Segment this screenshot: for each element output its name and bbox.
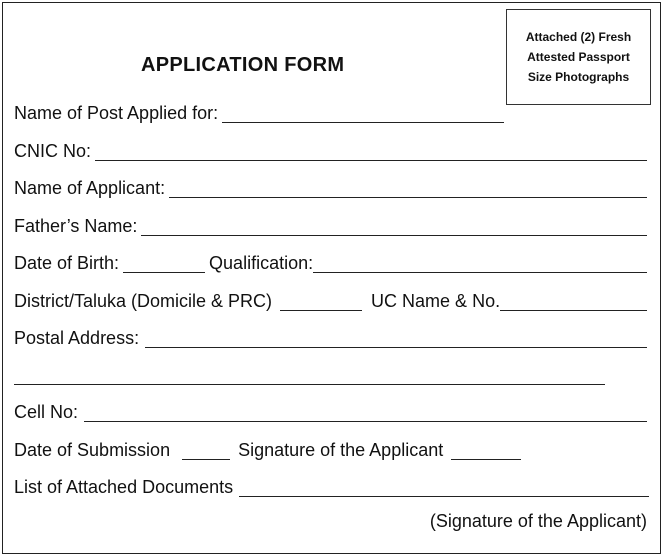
district-field[interactable] [280,293,362,311]
applicant-row [14,174,647,198]
form-title: APPLICATION FORM [141,54,345,76]
postal-field-line-2[interactable] [14,367,605,385]
submission-row [14,436,521,460]
postal-field[interactable] [145,330,647,348]
submission-field[interactable] [182,442,230,460]
cell-row [14,398,647,422]
photo-box [506,9,651,105]
footer-signature: (Signature of the Applicant) [429,511,647,531]
dob-label: Date of Birth: [14,253,120,273]
uc-field[interactable] [500,293,647,311]
postal-row-2 [14,361,605,385]
qualification-label: Qualification: [209,253,314,273]
signature-field[interactable] [451,442,521,460]
postal-label: Postal Address: [14,328,140,348]
application-form [2,2,661,554]
cnic-row [14,137,647,161]
applicant-field[interactable] [169,180,647,198]
documents-row [14,473,649,497]
cnic-label: CNIC No: [14,141,92,161]
photo-note-line-2: Attested Passport [527,50,630,64]
signature-label: Signature of the Applicant [238,440,444,460]
cell-label: Cell No: [14,402,79,422]
post-field[interactable] [222,105,504,123]
applicant-label: Name of Applicant: [14,178,166,198]
dob-field[interactable] [123,255,205,273]
documents-label: List of Attached Documents [14,477,234,497]
father-field[interactable] [141,218,647,236]
cnic-field[interactable] [95,143,647,161]
post-label: Name of Post Applied for: [14,103,219,123]
photo-note-line-3: Size Photographs [527,70,630,84]
uc-label: UC Name & No. [371,291,501,311]
post-row [14,99,504,123]
district-row [14,287,647,311]
dob-row [14,249,647,273]
father-label: Father’s Name: [14,216,138,236]
qualification-field[interactable] [313,255,647,273]
documents-field[interactable] [239,479,649,497]
district-label: District/Taluka (Domicile & PRC) [14,291,273,311]
father-row [14,212,647,236]
photo-note-line-1: Attached (2) Fresh [525,30,632,44]
postal-row [14,324,647,348]
cell-field[interactable] [84,404,647,422]
submission-label: Date of Submission [14,440,171,460]
